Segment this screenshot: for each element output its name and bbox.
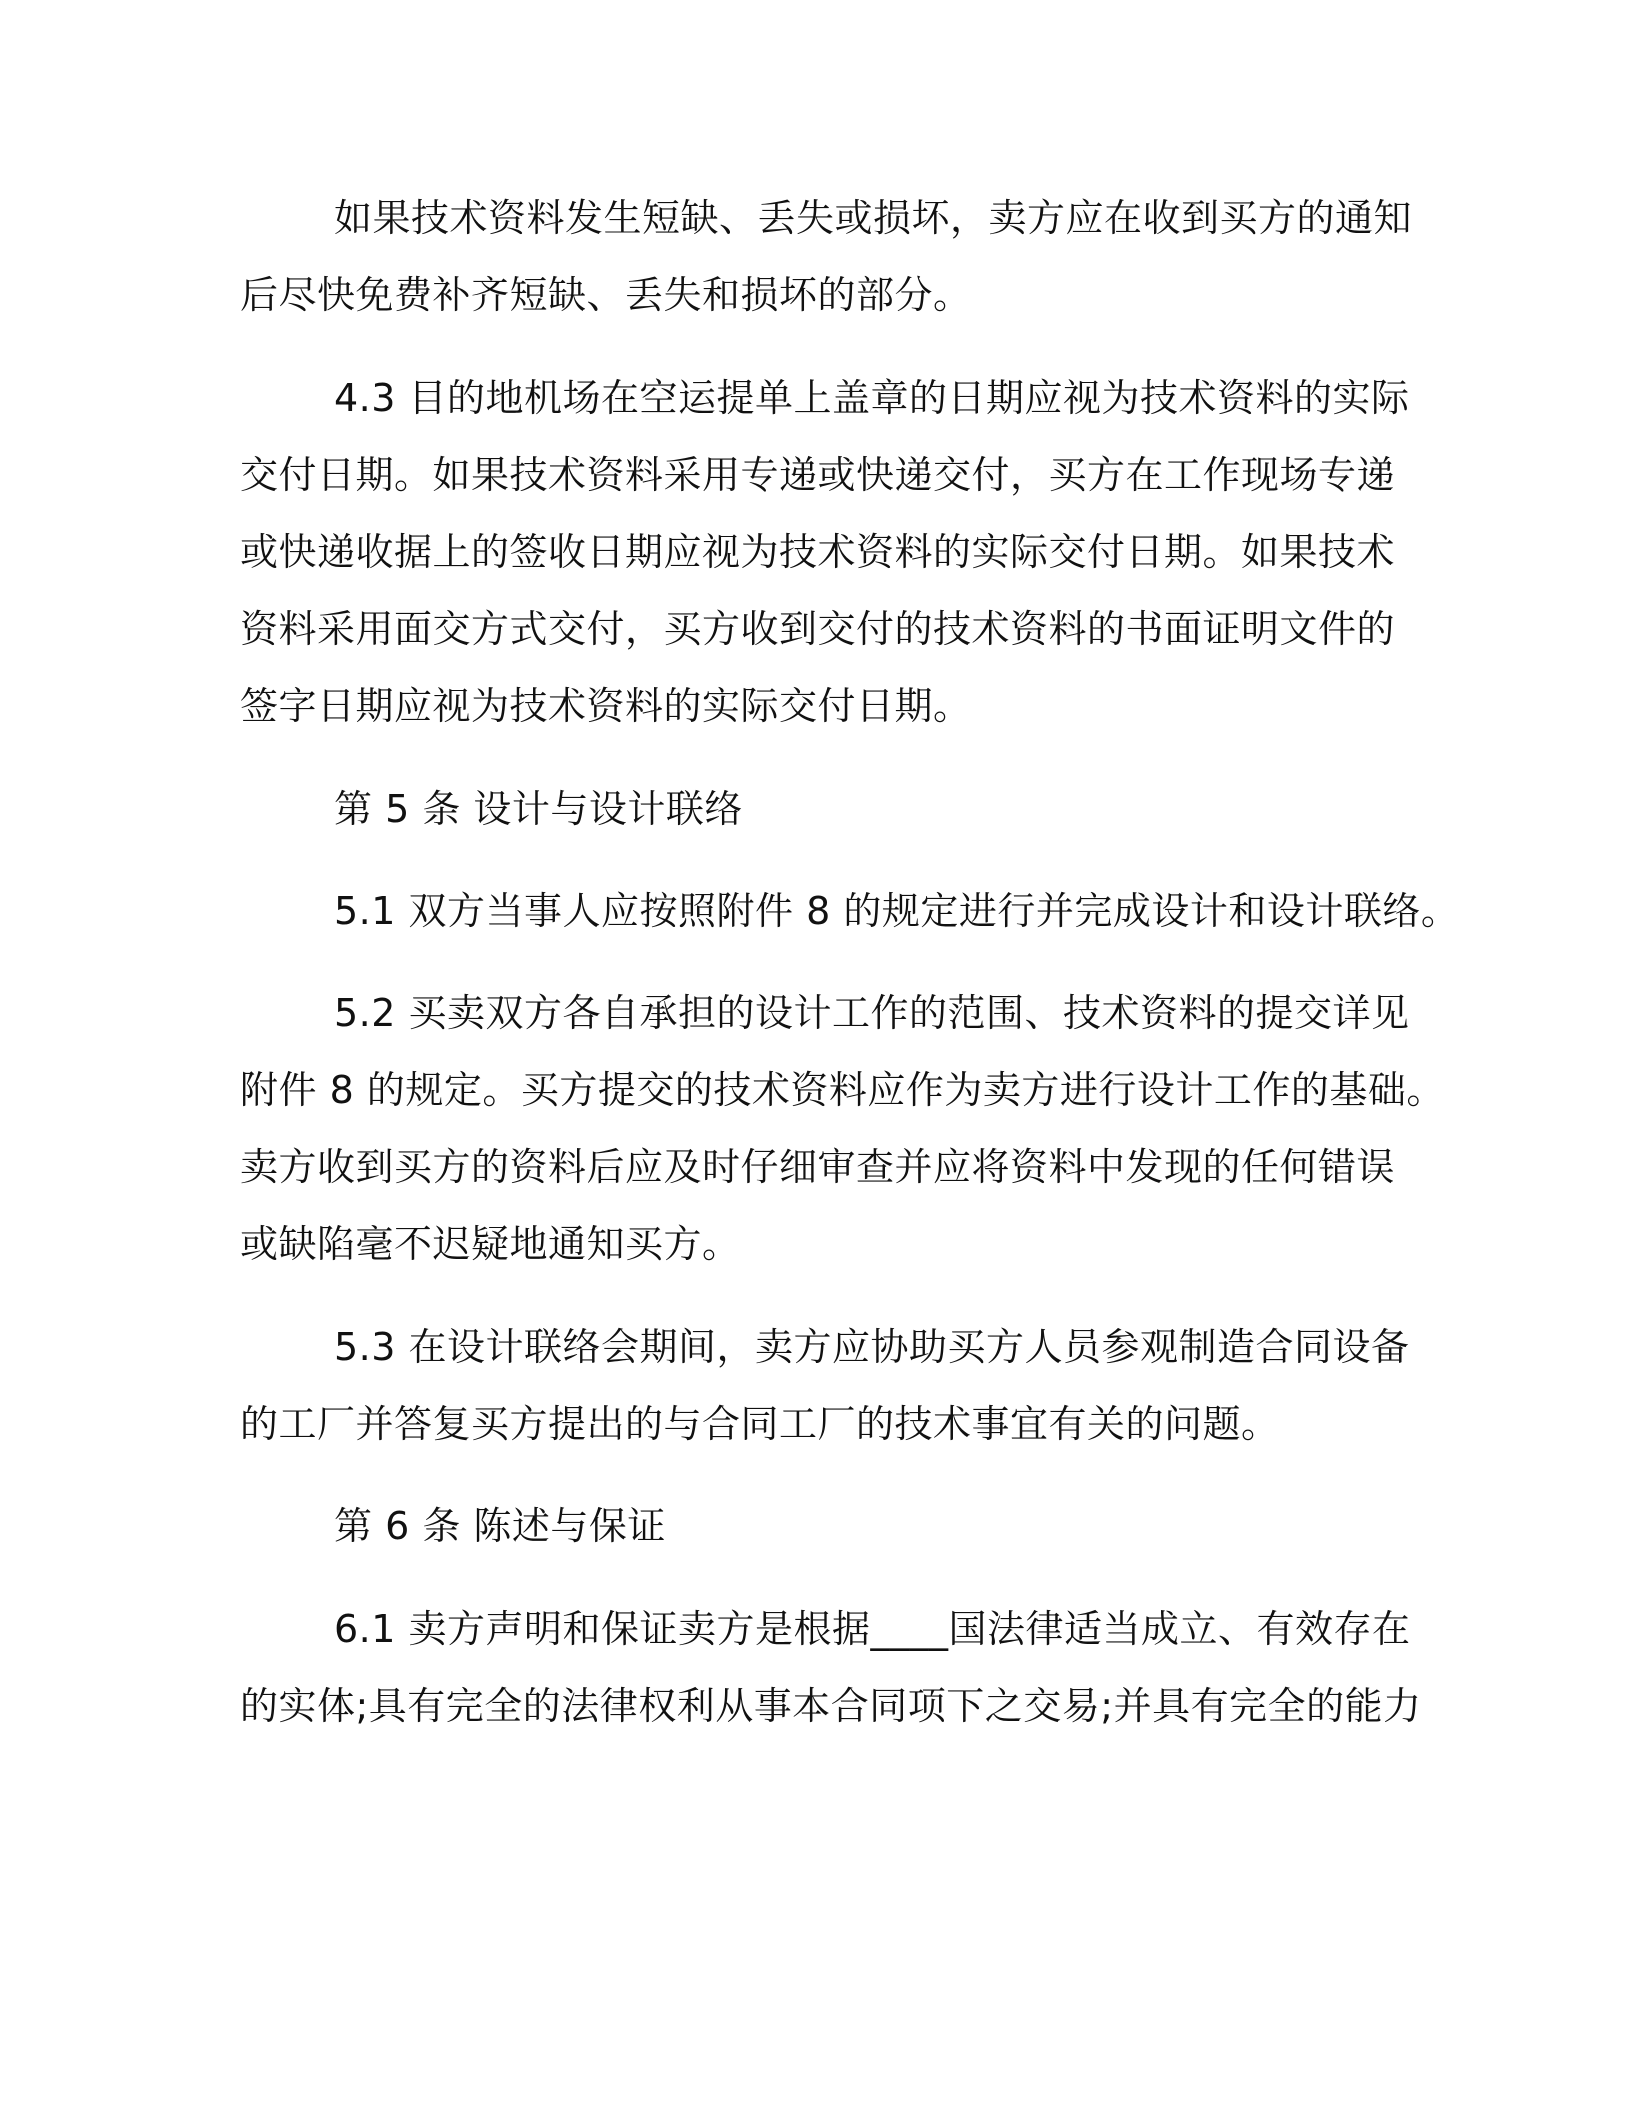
text-line: 6.1 卖方声明和保证卖方是根据____国法律适当成立、有效存在 [334,1607,1411,1651]
text-line: 卖方收到买方的资料后应及时仔细审查并应将资料中发现的任何错误 [240,1145,1396,1189]
text-line: 5.2 买卖双方各自承担的设计工作的范围、技术资料的提交详见 [334,991,1410,1035]
text-line: 的工厂并答复买方提出的与合同工厂的技术事宜有关的问题。 [240,1402,1280,1446]
text-line: 的实体;具有完全的法律权利从事本合同项下之交易;并具有完全的能力 [240,1684,1422,1728]
text-line: 后尽快免费补齐短缺、丢失和损坏的部分。 [240,273,972,317]
text-line: 签字日期应视为技术资料的实际交付日期。 [240,684,972,728]
text-line: 或缺陷毫不迟疑地通知买方。 [240,1222,741,1266]
section-heading: 第 5 条 设计与设计联络 [334,787,743,831]
text-line: 5.1 双方当事人应按照附件 8 的规定进行并完成设计和设计联络。 [334,889,1460,933]
text-line: 或快递收据上的签收日期应视为技术资料的实际交付日期。如果技术 [240,530,1396,574]
section-heading: 第 6 条 陈述与保证 [334,1504,666,1548]
text-line: 如果技术资料发生短缺、丢失或损坏，卖方应在收到买方的通知 [334,196,1413,240]
text-line: 附件 8 的规定。买方提交的技术资料应作为卖方进行设计工作的基础。 [240,1068,1445,1112]
text-line: 交付日期。如果技术资料采用专递或快递交付，买方在工作现场专递 [240,453,1396,497]
text-line: 资料采用面交方式交付，买方收到交付的技术资料的书面证明文件的 [240,607,1396,651]
text-line: 5.3 在设计联络会期间，卖方应协助买方人员参观制造合同设备 [334,1325,1410,1369]
text-line: 4.3 目的地机场在空运提单上盖章的日期应视为技术资料的实际 [334,376,1410,420]
